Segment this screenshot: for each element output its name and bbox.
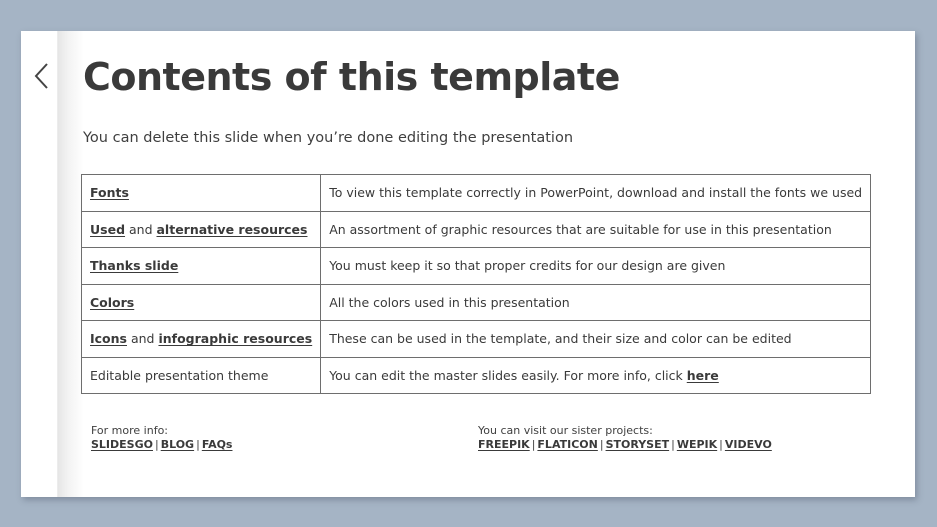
- alternative-resources-link[interactable]: alternative resources: [156, 221, 308, 237]
- here-link[interactable]: here: [686, 367, 719, 383]
- contents-table: [81, 174, 871, 394]
- row-label: [82, 284, 321, 321]
- footer-label: For more info:: [91, 424, 169, 437]
- footer-sister-projects: [478, 424, 772, 452]
- page-binding-shadow: [57, 31, 84, 497]
- row-description: [321, 357, 871, 394]
- fonts-link[interactable]: Fonts: [90, 185, 129, 201]
- page-subtitle: You can delete this slide when you’re done editing the presentation: [83, 130, 574, 146]
- table-row: [82, 211, 871, 248]
- separator: |: [599, 438, 604, 451]
- table-row: [82, 248, 871, 285]
- footer-label: You can visit our sister projects:: [478, 424, 653, 437]
- connector-text: and: [125, 221, 157, 237]
- wepik-link[interactable]: WEPIK: [676, 438, 718, 451]
- used-resources-link[interactable]: Used: [90, 221, 126, 237]
- footer-links: [91, 438, 232, 452]
- row-description: All the colors used in this presentation: [321, 284, 871, 321]
- videvo-link[interactable]: VIDEVO: [724, 438, 772, 451]
- separator: |: [671, 438, 675, 451]
- row-description: You must keep it so that proper credits for our design are given: [321, 248, 871, 285]
- separator: |: [196, 438, 200, 451]
- table-row: [82, 321, 871, 358]
- row-label: Editable presentation theme: [82, 357, 321, 394]
- row-description: To view this template correctly in PowerPoint, download and install the fonts we used: [321, 175, 871, 212]
- table-row: [82, 175, 871, 212]
- separator: |: [719, 438, 723, 451]
- freepik-link[interactable]: FREEPIK: [478, 438, 530, 451]
- table-row: [82, 357, 871, 394]
- row-label: [82, 321, 321, 358]
- page-title: Contents of this template: [83, 55, 620, 99]
- footer-more-info: [91, 424, 232, 452]
- thanks-slide-link[interactable]: Thanks slide: [90, 258, 179, 274]
- blog-link[interactable]: BLOG: [160, 438, 195, 451]
- chevron-left-icon[interactable]: [31, 61, 53, 91]
- row-description: An assortment of graphic resources that are suitable for use in this presentation: [321, 211, 871, 248]
- row-label: [82, 175, 321, 212]
- infographic-resources-link[interactable]: infographic resources: [158, 331, 313, 347]
- connector-text: and: [127, 331, 159, 347]
- row-description: These can be used in the template, and their size and color can be edited: [321, 321, 871, 358]
- table-row: [82, 284, 871, 321]
- faqs-link[interactable]: FAQs: [201, 438, 233, 451]
- separator: |: [531, 438, 536, 451]
- slide: [21, 31, 915, 497]
- footer-links: [478, 438, 772, 452]
- separator: |: [154, 438, 159, 451]
- icons-link[interactable]: Icons: [90, 331, 127, 347]
- description-text: You can edit the master slides easily. For more info, click: [329, 367, 687, 383]
- flaticon-link[interactable]: FLATICON: [537, 438, 598, 451]
- row-label: [82, 248, 321, 285]
- storyset-link[interactable]: STORYSET: [605, 438, 670, 451]
- colors-link[interactable]: Colors: [90, 294, 135, 310]
- slidesgo-link[interactable]: SLIDESGO: [91, 438, 153, 451]
- row-label: [82, 211, 321, 248]
